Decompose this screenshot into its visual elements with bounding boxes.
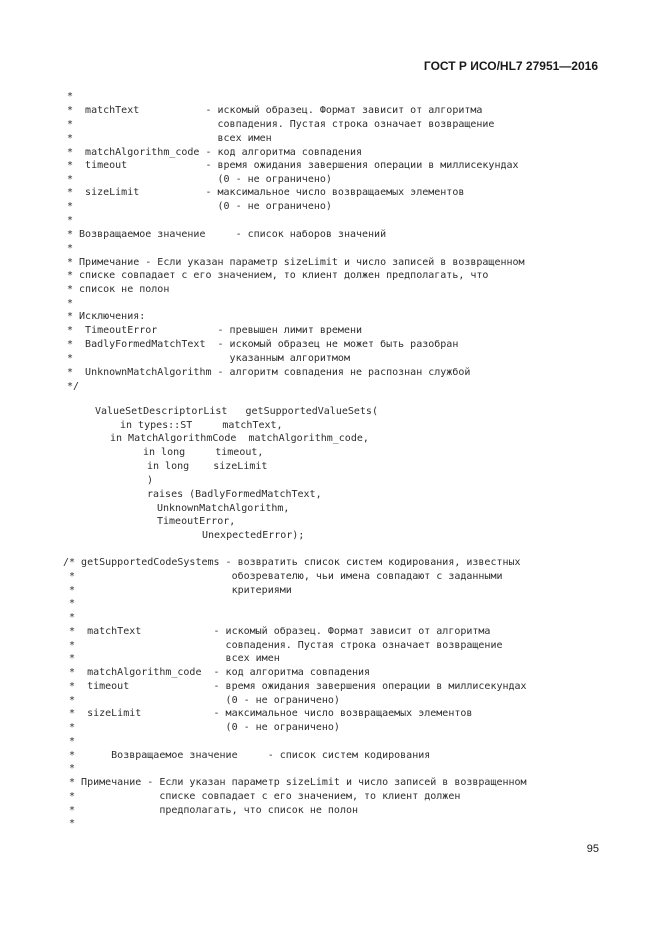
- code-line: TimeoutError,: [157, 516, 236, 527]
- code-line: * всех имен: [63, 653, 280, 664]
- code-line: ValueSetDescriptorList getSupportedValueSets(: [95, 406, 378, 417]
- code-line: UnknownMatchAlgorithm,: [157, 503, 290, 514]
- code-line: * matchText - искомый образец. Формат зависит от алгоритма: [67, 105, 483, 116]
- code-line: *: [63, 818, 76, 829]
- code-line: * timeout - время ожидания завершения операции в миллисекундах: [63, 681, 527, 692]
- code-line: *: [67, 298, 74, 309]
- code-line: * matchAlgorithm_code - код алгоритма совпадения: [63, 667, 371, 678]
- code-line: * sizeLimit - максимальное число возвращаемых элементов: [67, 187, 465, 198]
- code-line: * matchAlgorithm_code - код алгоритма совпадения: [67, 147, 363, 158]
- code-line: * всех имен: [67, 133, 272, 144]
- code-line: * Примечание - Если указан параметр sizeLimit и число записей в возвращенном: [63, 777, 527, 788]
- code-line: ): [147, 475, 154, 486]
- code-line: * Исключения:: [67, 311, 146, 322]
- code-line: * UnknownMatchAlgorithm - алгоритм совпадения не распознан службой: [67, 367, 471, 378]
- code-line: * совпадения. Пустая строка означает возвращение: [67, 119, 495, 130]
- standard-header: ГОСТ Р ИСО/HL7 27951—2016: [423, 59, 598, 73]
- code-line: * обозревателю, чьи имена совпадают с заданными: [63, 571, 503, 582]
- code-line: * список не полон: [67, 284, 170, 295]
- code-line: in types::ST matchText,: [120, 420, 283, 431]
- code-line: * списке совпадает с его значением, то клиент должен: [63, 791, 461, 802]
- code-line: raises (BadlyFormedMatchText,: [147, 489, 322, 500]
- code-line: * (0 - не ограничено): [67, 201, 332, 212]
- code-line: * Возвращаемое значение - список наборов значений: [67, 229, 387, 240]
- code-line: * списке совпадает с его значением, то клиент должен предполагать, что: [67, 270, 489, 281]
- code-line: * timeout - время ожидания завершения операции в миллисекундах: [67, 160, 519, 171]
- code-line: */: [67, 381, 80, 392]
- code-line: *: [67, 91, 74, 102]
- code-line: * совпадения. Пустая строка означает возвращение: [63, 640, 503, 651]
- code-line: *: [63, 612, 76, 623]
- code-line: * предполагать, что список не полон: [63, 805, 359, 816]
- code-line: *: [67, 243, 74, 254]
- code-line: * (0 - не ограничено): [63, 695, 340, 706]
- code-line: * критериями: [63, 585, 292, 596]
- code-line: *: [63, 763, 76, 774]
- code-line: * Возвращаемое значение - список систем кодирования: [63, 750, 431, 761]
- code-line: * matchText - искомый образец. Формат зависит от алгоритма: [63, 626, 491, 637]
- page-number: 95: [586, 843, 599, 855]
- code-line: UnexpectedError);: [202, 530, 305, 541]
- code-line: * BadlyFormedMatchText - искомый образец не может быть разобран: [67, 339, 459, 350]
- code-line: *: [63, 598, 76, 609]
- code-line: * sizeLimit - максимальное число возвращаемых элементов: [63, 708, 473, 719]
- code-line: in long sizeLimit: [147, 461, 268, 472]
- code-line: * (0 - не ограничено): [67, 174, 332, 185]
- code-line: in long timeout,: [143, 447, 264, 458]
- code-line: * TimeoutError - превышен лимит времени: [67, 325, 363, 336]
- code-line: * (0 - не ограничено): [63, 722, 340, 733]
- code-line: in MatchAlgorithmCode matchAlgorithm_code,: [110, 433, 369, 444]
- code-line: /* getSupportedCodeSystems - возвратить список систем кодирования, известных: [63, 557, 521, 568]
- code-line: * указанным алгоритмом: [67, 353, 350, 364]
- code-line: *: [63, 736, 76, 747]
- code-line: *: [67, 215, 74, 226]
- code-line: * Примечание - Если указан параметр sizeLimit и число записей в возвращенном: [67, 257, 525, 268]
